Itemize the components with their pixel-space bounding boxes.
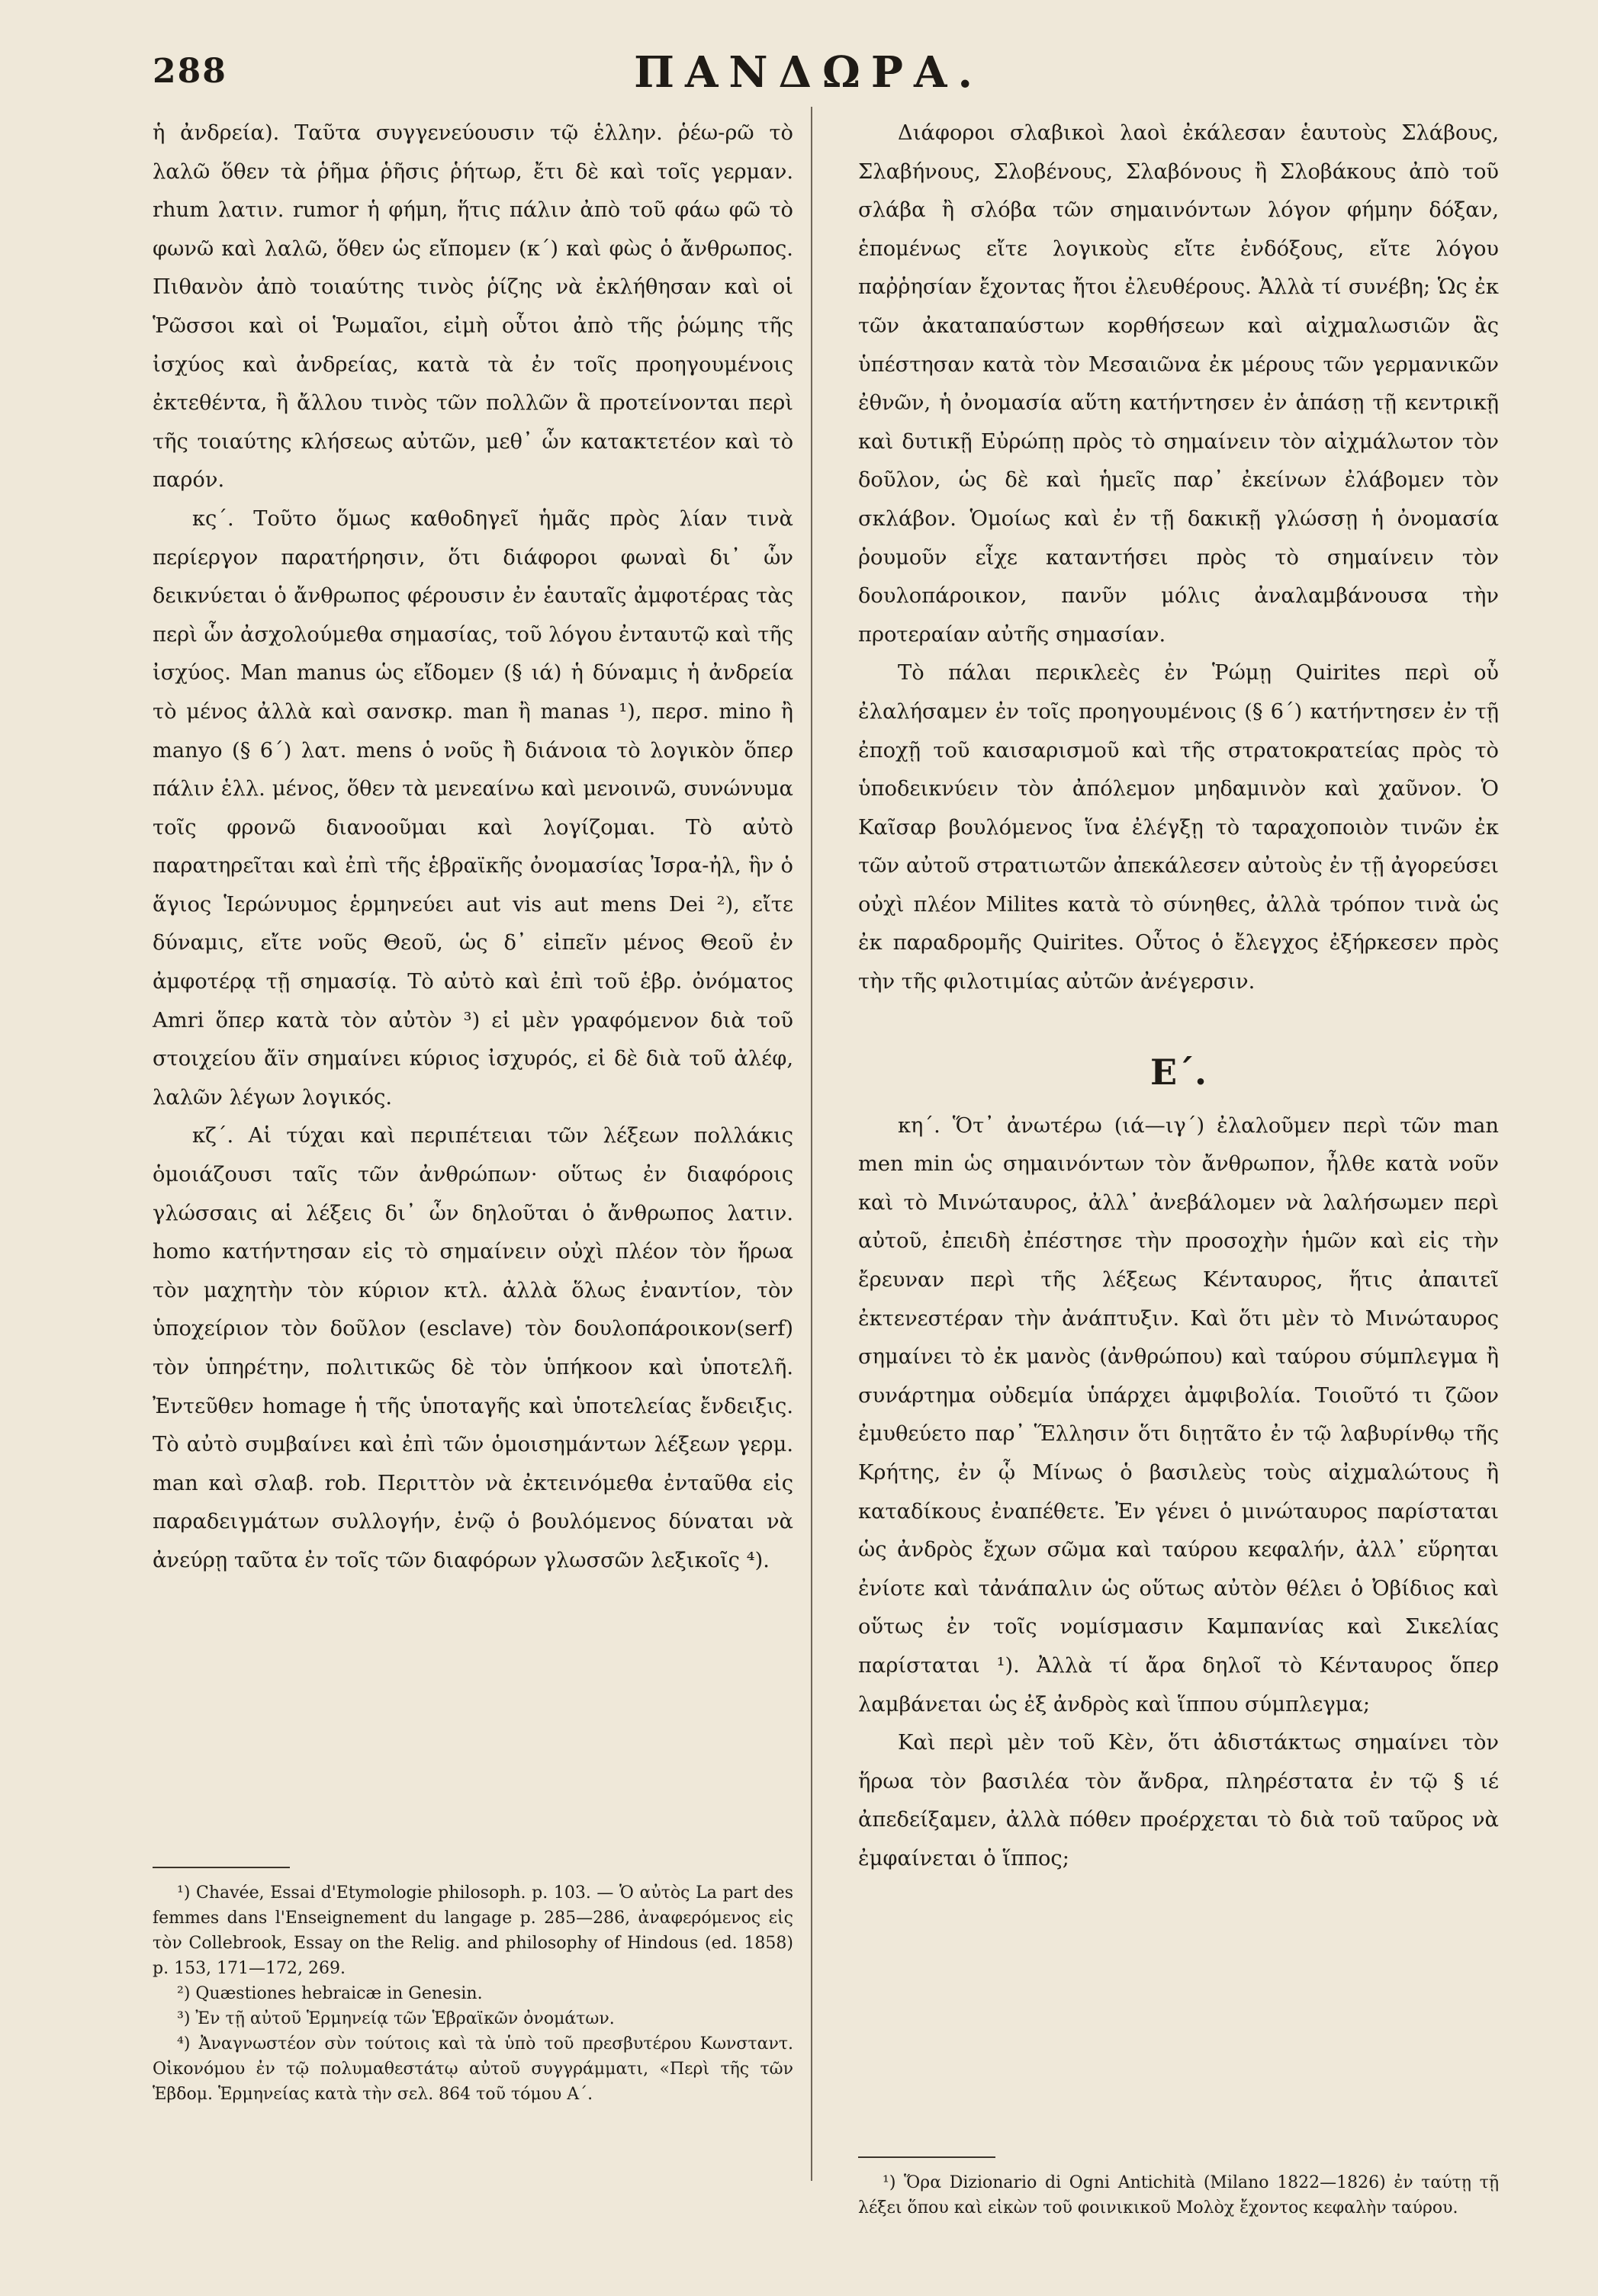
footnote-4: ⁴) Ἀναγνωστέον σὺν τούτοις καὶ τὰ ὑπὸ τοῦ πρεσβυτέρου Κωνσταντ. Οἰκονόμου ἐν τῷ πολυμαθεστάτῳ αὐτοῦ συγγράμματι, «Περὶ τῆς τῶν Ἑβδομ. Ἑρμηνείας κατὰ τὴν σελ. 864 τοῦ τόμου Α´. [153,2034,793,2104]
journal-title: ΠΑΝΔΩΡΑ. [634,47,983,98]
page-number: 288 [153,52,227,91]
footnote-1: ¹) Ὅρα Dizionario di Ogni Antichità (Milano 1822—1826) ἐν ταύτῃ τῇ λέξει ὅπου καὶ εἰκὼν τοῦ φοινικικοῦ Μολὸχ ἔχοντος κεφαλὴν ταύρου. [858,2173,1499,2217]
left-column [153,114,793,1581]
paragraph-slavs: Διάφοροι σλαβικοὶ λαοὶ ἐκάλεσαν ἑαυτοὺς Σλάβους, Σλαβήνους, Σλοβένους, Σλαβόνους ἢ Σλοβάκους ἀπὸ τοῦ σλάβα ἢ σλόβα τῶν σημαινόντων λόγον φήμην δόξαν, ἑπομένως εἴτε λογικοὺς εἴτε ἐνδόξους, εἴτε λόγου παῤῥησίαν ἔχοντας ἤτοι ἐλευθέρους. Ἀλλὰ τί συνέβη; Ὡς ἐκ τῶν ἀκαταπαύστων κορθήσεων καὶ αἰχμαλωσιῶν ἃς ὑπέστησαν κατὰ τὸν Μεσαιῶνα ἐκ μέρους τῶν γερμανικῶν ἐθνῶν, ἡ ὀνομασία αὕτη κατήντησεν ἐν ἁπάσῃ τῇ κεντρικῇ καὶ δυτικῇ Εὐρώπῃ πρὸς τὸ σημαίνειν τὸν αἰχμάλωτον τὸν δοῦλον, ὡς δὲ καὶ ἡμεῖς παρ᾽ ἐκείνων ἐλάβομεν τὸν σκλάβον. Ὁμοίως καὶ ἐν τῇ δακικῇ γλώσσῃ ἡ ὀνομασία ῥουμοῦν εἶχε καταντήσει πρὸς τὸ σημαίνειν τὸν δουλοπάροικον, πανῦν μόλις ἀναλαμβάνουσα τὴν προτεραίαν αὐτῆς σημασίαν. [858,121,1499,647]
footnote-1: ¹) Chavée, Essai d'Etymologie philosoph. p. 103. — Ὁ αὐτὸς La part des femmes dans l'Enseignement du langage p. 285—286, ἀναφερόμενος εἰς τὸν Collebrook, Essay on the Relig. and philosophy of Hindous (ed. 1858) p. 153, 171—172, 269. [153,1883,793,1978]
footnote-separator [153,1867,290,1868]
right-column [858,114,1499,1879]
footnote-separator [858,2156,995,2158]
right-footnotes [858,2135,1499,2221]
column-divider [811,107,812,2181]
footnote-3: ³) Ἐν τῇ αὐτοῦ Ἑρμηνείᾳ τῶν Ἑβραϊκῶν ὀνομάτων. [177,2009,615,2028]
page-header [153,47,1465,108]
footnote-2: ²) Quæstiones hebraicæ in Genesin. [177,1984,483,2003]
paragraph-section-28: κη´. Ὅτ᾽ ἀνωτέρω (ιά—ιγ´) ἐλαλοῦμεν περὶ τῶν man men min ὡς σημαινόντων τὸν ἄνθρωπον, ἦλθε κατὰ νοῦν καὶ τὸ Μινώταυρος, ἀλλ᾽ ἀνεβάλομεν νὰ λαλήσωμεν περὶ αὐτοῦ, ἐπειδὴ ἐπέστησε τὴν προσοχὴν ἡμῶν καὶ εἰς τὴν ἔρευναν περὶ τῆς λέξεως Κένταυρος, ἥτις ἀπαιτεῖ ἐκτενεστέραν τὴν ἀνάπτυξιν. Καὶ ὅτι μὲν τὸ Μινώταυρος σημαίνει τὸ ἐκ μανὸς (ἀνθρώπου) καὶ ταύρου σύμπλεγμα ἢ συνάρτημα οὐδεμία ὑπάρχει ἀμφιβολία. Τοιοῦτό τι ζῶον ἐμυθεύετο παρ᾽ Ἕλλησιν ὅτι διῃτᾶτο ἐν τῷ λαβυρίνθῳ τῆς Κρήτης, ἐν ᾧ Μίνως ὁ βασιλεὺς τοὺς αἰχμαλώτους ἢ καταδίκους ἐναπέθετε. Ἐν γένει ὁ μινώταυρος παρίσταται ὡς ἀνδρὸς ἔχων σῶμα καὶ ταύρου κεφαλήν, ἀλλ᾽ εὕρηται ἐνίοτε καὶ τἀνάπαλιν ὡς οὕτως αὐτὸν θέλει ὁ Ὀβίδιος καὶ οὕτως ἐν τοῖς νομίσμασιν Καμπανίας καὶ Σικελίας παρίσταται ¹). Ἀλλὰ τί ἄρα δηλοῖ τὸ Κένταυρος ὅπερ λαμβάνεται ὡς ἐξ ἀνδρὸς καὶ ἵππου σύμπλεγμα; [858,1113,1499,1716]
paragraph: ἡ ἀνδρεία). Ταῦτα συγγενεύουσιν τῷ ἑλλην. ῥέω-ρῶ τὸ λαλῶ ὅθεν τὰ ῥῆμα ῥῆσις ῥήτωρ, ἔτι δὲ καὶ τοῖς γερμαν. rhum λατιν. rumor ἡ φήμη, ἥτις πάλιν ἀπὸ τοῦ φάω φῶ τὸ φωνῶ καὶ λαλῶ, ὅθεν ὡς εἴπομεν (κ´) καὶ φὼς ὁ ἄνθρωπος. Πιθανὸν ἀπὸ τοιαύτης τινὸς ῥίζης νὰ ἐκλήθησαν καὶ οἱ Ῥῶσσοι καὶ οἱ Ῥωμαῖοι, εἰμὴ οὗτοι ἀπὸ τῆς ῥώμης τῆς ἰσχύος καὶ ἀνδρείας, κατὰ τὰ ἐν τοῖς προηγουμένοις ἐκτεθέντα, ἢ ἄλλου τινὸς τῶν πολλῶν ἃ προτείνονται περὶ τῆς τοιαύτης κλήσεως αὐτῶν, μεθ᾽ ὧν κατακτετέον καὶ τὸ παρόν. [153,121,793,493]
left-footnotes [153,1845,793,2107]
paragraph-quirites: Τὸ πάλαι περικλεὲς ἐν Ῥώμῃ Quirites περὶ οὗ ἐλαλήσαμεν ἐν τοῖς προηγουμένοις (§ 6´) κατήντησεν ἐν τῇ ἐποχῇ τοῦ καισαρισμοῦ καὶ τῆς στρατοκρατείας πρὸς τὸ ὑποδεικνύειν τὸν ἀπόλεμον μηδαμινὸν καὶ χαῦνον. Ὁ Καῖσαρ βουλόμενος ἵνα ἐλέγξῃ τὸ ταραχοποιὸν τινῶν ἐκ τῶν αὐτοῦ στρατιωτῶν ἀπεκάλεσεν αὐτοὺς ἐν τῇ ἀγορεύσει οὐχὶ πλέον Milites κατὰ τὸ σύνηθες, ἀλλὰ τρόπον τινὰ ὡς ἐκ παραδρομῆς Quirites. Οὗτος ὁ ἔλεγχος ἐξήρκεσεν πρὸς τὴν τῆς φιλοτιμίας αὐτῶν ἀνέγερσιν. [858,661,1499,994]
paragraph-section-26: κς´. Τοῦτο ὅμως καθοδηγεῖ ἡμᾶς πρὸς λίαν τινὰ περίεργον παρατήρησιν, ὅτι διάφοροι φωναὶ δι᾽ ὧν δεικνύεται ὁ ἄνθρωπος φέρουσιν ἐν ἑαυταῖς ἀμφοτέρας τὰς περὶ ὧν ἀσχολούμεθα σημασίας, τοῦ λόγου ἐνταυτῷ καὶ τῆς ἰσχύος. Man manus ὡς εἴδομεν (§ ιά) ἡ δύναμις ἡ ἀνδρεία τὸ μένος ἀλλὰ καὶ σανσκρ. man ἢ manas ¹), περσ. mino ἢ manyo (§ 6´) λατ. mens ὁ νοῦς ἢ διάνοια τὸ λογικὸν ὅπερ πάλιν ἑλλ. μένος, ὅθεν τὰ μενεαίνω καὶ μενοινῶ, συνώνυμα τοῖς φρονῶ διανοοῦμαι καὶ λογίζομαι. Τὸ αὐτὸ παρατηρεῖται καὶ ἐπὶ τῆς ἑβραϊκῆς ὀνομασίας Ἰσρα-ἠλ, ἣν ὁ ἅγιος Ἱερώνυμος ἑρμηνεύει aut vis aut mens Dei ²), εἴτε δύναμις, εἴτε νοῦς Θεοῦ, ὡς δ᾽ εἰπεῖν μένος Θεοῦ ἐν ἀμφοτέρᾳ τῇ σημασίᾳ. Τὸ αὐτὸ καὶ ἐπὶ τοῦ ἑβρ. ὀνόματος Amri ὅπερ κατὰ τὸν αὐτὸν ³) εἰ μὲν γραφόμενον διὰ τοῦ στοιχείου ἄϊν σημαίνει κύριος ἰσχυρός, εἰ δὲ διὰ τοῦ ἀλέφ, λαλῶν λέγων λογικός. [153,506,793,1109]
paragraph-section-27: κζ´. Αἱ τύχαι καὶ περιπέτειαι τῶν λέξεων πολλάκις ὁμοιάζουσι ταῖς τῶν ἀνθρώπων· οὕτως ἐν διαφόροις γλώσσαις αἱ λέξεις δι᾽ ὧν δηλοῦται ὁ ἄνθρωπος λατιν. homo κατήντησαν εἰς τὸ σημαίνειν οὐχὶ πλέον τὸν ἥρωα τὸν μαχητὴν τὸν κύριον κτλ. ἀλλὰ ὅλως ἐναντίον, τὸν ὑποχείριον τὸν δοῦλον (esclave) τὸν δουλοπάροικον(serf) τὸν ὑπηρέτην, πολιτικῶς δὲ τὸν ὑπήκοον καὶ ὑποτελῆ. Ἐντεῦθεν homage ἡ τῆς ὑποταγῆς καὶ ὑποτελείας ἔνδειξις. Τὸ αὐτὸ συμβαίνει καὶ ἐπὶ τῶν ὁμοισημάντων λέξεων γερμ. man καὶ σλαβ. rob. Περιττὸν νὰ ἐκτεινόμεθα ἐνταῦθα εἰς παραδειγμάτων συλλογήν, ἐνῷ ὁ βουλόμενος δύναται νὰ ἀνεύρῃ ταῦτα ἐν τοῖς τῶν διαφόρων γλωσσῶν λεξικοῖς ⁴). [153,1124,793,1572]
paragraph-ken: Καὶ περὶ μὲν τοῦ Κὲν, ὅτι ἀδιστάκτως σημαίνει τὸν ἥρωα τὸν βασιλέα τὸν ἄνδρα, πληρέστατα ἐν τῷ § ιέ ἀπεδείξαμεν, ἀλλὰ πόθεν προέρχεται τὸ διὰ τοῦ ταῦρος νὰ ἐμφαίνεται ὁ ἵππος; [858,1731,1499,1871]
section-heading: Ε´. [1149,1051,1207,1093]
